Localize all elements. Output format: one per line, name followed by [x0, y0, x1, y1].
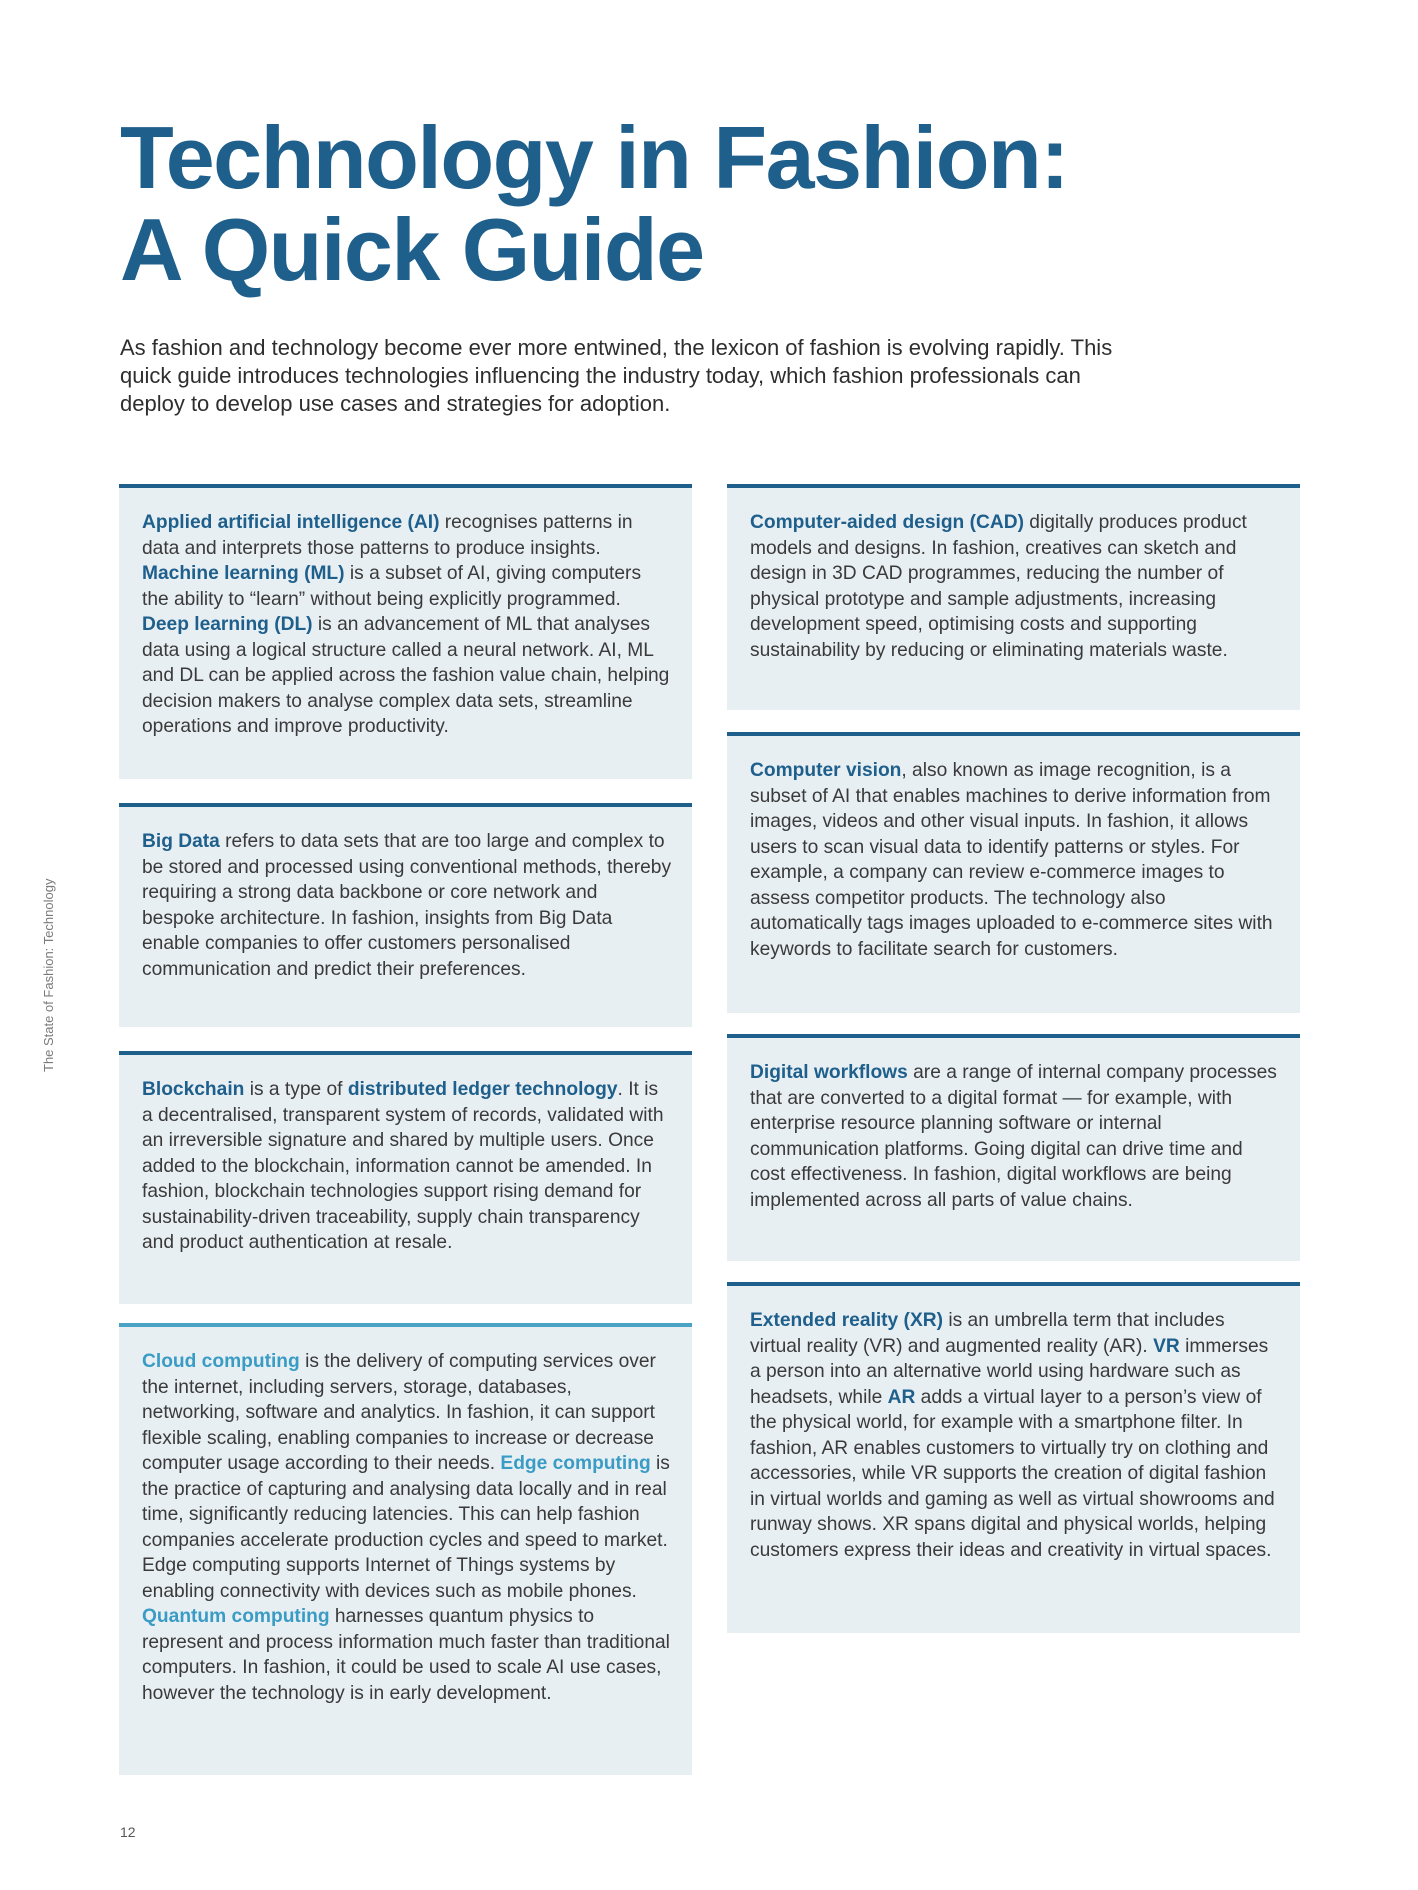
glossary-text-big-data: [142, 829, 672, 982]
glossary-box-workflows: [727, 1034, 1300, 1261]
page-title-line-2: A Quick Guide: [120, 200, 704, 299]
definition-text: is a subset of AI, giving computers the ability to “learn” without being explicitly programmed.: [142, 563, 642, 610]
term-distributed-ledger: distributed ledger technology: [347, 1079, 618, 1100]
glossary-text-workflows: [750, 1060, 1280, 1213]
definition-text: is the practice of capturing and analysing data locally and in real time, significantly reducing latencies. This can help fashion companies accelerate production cycles and speed to market. Edge computing supports Internet of Things systems by enabling connectivity with devices such as mobile phones.: [142, 1453, 670, 1602]
term-dl: Deep learning (DL): [142, 614, 313, 635]
term-big-data: Big Data: [142, 831, 220, 852]
glossary-box-cad: [727, 484, 1300, 710]
glossary-text-ai: [142, 510, 672, 740]
page-number: 12: [120, 1824, 136, 1840]
page-title-line-1: Technology in Fashion:: [120, 108, 1069, 207]
definition-text: . It is a decentralised, transparent system of records, validated with an irreversible signature and shared by multiple users. Once added to the blockchain, information cannot be amended. In fashion, blockchain technologies support rising demand for sustainability-driven traceability, supply chain transparency and product authentication at resale.: [142, 1079, 664, 1253]
definition-text: recognises patterns in data and interprets those patterns to produce insights.: [142, 512, 633, 559]
term-cloud-computing: Cloud computing: [142, 1351, 300, 1372]
side-running-label: The State of Fashion: Technology: [41, 878, 56, 1072]
term-digital-workflows: Digital workflows: [750, 1062, 908, 1083]
page-title: [120, 108, 1069, 299]
definition-text: digitally produces product models and designs. In fashion, creatives can sketch and design in 3D CAD programmes, reducing the number of physical prototype and sample adjustments, increasing development speed, optimising costs and supporting sustainability by reducing or eliminating materials waste.: [750, 512, 1247, 661]
term-ml: Machine learning (ML): [142, 563, 345, 584]
glossary-text-cloud: [142, 1349, 672, 1706]
glossary-text-xr: [750, 1308, 1280, 1563]
glossary-box-ai: [119, 484, 692, 779]
glossary-box-cloud: [119, 1323, 692, 1775]
term-xr: Extended reality (XR): [750, 1310, 943, 1331]
definition-text: refers to data sets that are too large and complex to be stored and processed using conventional methods, thereby requiring a strong data backbone or core network and bespoke architecture. In fashion, insights from Big Data enable companies to offer customers personalised communication and predict their preferences.: [142, 831, 672, 980]
definition-text: are a range of internal company processes that are converted to a digital format — for example, with enterprise resource planning software or internal communication platforms. Going digital can drive time and cost effectiveness. In fashion, digital workflows are being implemented across all parts of value chains.: [750, 1062, 1277, 1211]
term-edge-computing: Edge computing: [500, 1453, 651, 1474]
term-ar: AR: [887, 1386, 916, 1408]
glossary-box-xr: [727, 1282, 1300, 1633]
definition-text: is a type of: [244, 1079, 348, 1100]
term-ai: Applied artificial intelligence (AI): [142, 512, 440, 533]
definition-text: adds a virtual layer to a person’s view of the physical world, for example with a smartphone filter. In fashion, AR enables customers to virtually try on clothing and accessories, while VR supports the creation of digital fashion in virtual worlds and gaming as well as virtual showrooms and runway shows. XR spans digital and physical worlds, helping customers express their ideas and creativity in virtual spaces.: [750, 1386, 1275, 1561]
term-cad: Computer-aided design (CAD): [750, 512, 1024, 533]
glossary-box-big-data: [119, 803, 692, 1027]
glossary-text-cad: [750, 510, 1280, 663]
definition-text: is an advancement of ML that analyses data using a logical structure called a neural network. AI, ML and DL can be applied across the fashion value chain, helping decision makers to analyse complex data sets, streamline operations and improve productivity.: [142, 614, 670, 737]
term-vr: VR: [1153, 1335, 1180, 1357]
glossary-text-vision: [750, 758, 1280, 962]
definition-text: is an umbrella term that includes virtual reality (VR) and augmented reality (AR).: [750, 1310, 1225, 1357]
glossary-box-vision: [727, 732, 1300, 1013]
term-quantum-computing: Quantum computing: [142, 1606, 330, 1627]
term-computer-vision: Computer vision: [750, 760, 902, 781]
definition-text: immerses a person into an alternative world using hardware such as headsets, while: [750, 1335, 1269, 1408]
glossary-text-blockchain: [142, 1077, 672, 1256]
definition-text: is the delivery of computing services over the internet, including servers, storage, databases, networking, software and analytics. In fashion, it can support flexible scaling, enabling companies to increase or decrease computer usage according to their needs.: [142, 1351, 656, 1474]
glossary-box-blockchain: [119, 1051, 692, 1304]
intro-paragraph: As fashion and technology become ever more entwined, the lexicon of fashion is evolving rapidly. This quick guide introduces technologies influencing the industry today, which fashion professionals can deploy to develop use cases and strategies for adoption.: [120, 335, 1113, 416]
definition-text: , also known as image recognition, is a subset of AI that enables machines to derive information from images, videos and other visual inputs. In fashion, it allows users to scan visual data to identify patterns or styles. For example, a company can review e-commerce images to assess competitor products. The technology also automatically tags images uploaded to e-commerce sites with keywords to facilitate search for customers.: [750, 760, 1273, 960]
term-blockchain: Blockchain: [142, 1079, 245, 1100]
definition-text: harnesses quantum physics to represent and process information much faster than traditional computers. In fashion, it could be used to scale AI use cases, however the technology is in early development.: [142, 1606, 670, 1704]
